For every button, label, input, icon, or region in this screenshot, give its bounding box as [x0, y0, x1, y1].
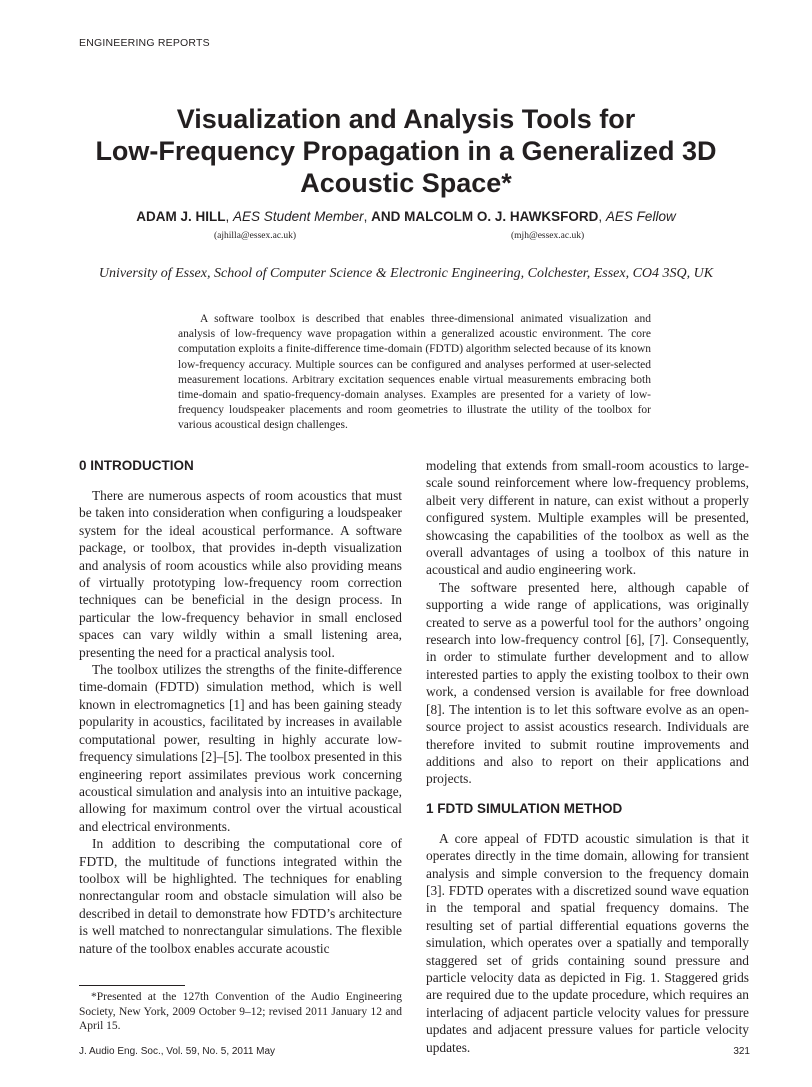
right-column	[426, 457, 749, 1056]
left-column	[79, 457, 402, 957]
intro-paragraph-4: The software presented here, although capable of supporting a wide range of applications, was originally created to serve as a powerful tool for the authors’ ongoing research into low-frequency control [6], [7]. Consequently, in order to stimulate further development and to allow interested parties to apply the existing toolbox to their own work, a condensed version is available for free download [8]. The intention is to let this software evolve as an open-source project to assist acoustics research. Individuals are therefore invited to submit routine improvements and additions and also to report on their applications and projects.	[426, 579, 749, 787]
page-number: 321	[733, 1046, 750, 1057]
section-heading-fdtd: 1 FDTD SIMULATION METHOD	[426, 800, 623, 816]
intro-paragraph-1: There are numerous aspects of room acoustics that must be taken into consideration when configuring a loudspeaker system for the ideal acoustical performance. A software package, or toolbox, that provides in-depth visualization and analysis of room acoustics while also providing means of virtually prototyping low-frequency room correction techniques can be beneficial in the design process. In particular the low-frequency behavior in small enclosed spaces can vary wildly within a small listening area, presenting the need for a practical analysis tool.	[79, 488, 402, 660]
intro-paragraph-3-continued: modeling that extends from small-room acoustics to large-scale sound reinforcement where low-frequency problems, albeit very different in nature, can exist without a properly configured system. Multiple examples will be presented, showcasing the capabilities of the toolbox as well as the overall advantages of using a toolbox of this nature in acoustical and audio engineering work.	[426, 458, 749, 578]
intro-paragraph-3: In addition to describing the computational core of FDTD, the multitude of functions integrated within the toolbox will be highlighted. The techniques for enabling nonrectangular room and obstacle simulation will also be described in detail to demonstrate how FDTD’s architecture is well matched to nonrectangular simulations. The flexible nature of the toolbox enables accurate acoustic	[79, 836, 402, 956]
running-header: ENGINEERING REPORTS	[79, 37, 210, 49]
affiliation: University of Essex, School of Computer Science & Electronic Engineering, Colchester, Essex, CO4 3SQ, UK	[98, 266, 714, 281]
paper-title	[60, 103, 752, 199]
author-conjunction: AND	[371, 209, 401, 224]
author-2-name: MALCOLM O. J. HAWKSFORD	[404, 209, 599, 224]
author-1-role: AES Student Member	[233, 209, 364, 224]
author-line: ADAM J. HILL, AES Student Member, AND MALCOLM O. J. HAWKSFORD, AES Fellow	[136, 209, 676, 224]
abstract: A software toolbox is described that enables three-dimensional animated visualization and analysis of low-frequency wave propagation within a generalized acoustic environment. The core computation exploits a finite-difference time-domain (FDTD) algorithm selected because of its known low-frequency accuracy. Multiple sources can be configured and analyses performed at user-selected measurement locations. Arbitrary excitation sequences enable virtual measurements embracing both time-domain and spatio-frequency-domain analyses. Examples are presented for a variety of low-frequency loudspeaker placements and room geometries to illustrate the utility of the toolbox for various acoustical design challenges.	[178, 313, 651, 432]
author-2-role: AES Fellow	[605, 209, 676, 224]
author-1-email: (ajhilla@essex.ac.uk)	[214, 231, 297, 241]
title-line-2: Low-Frequency Propagation in a Generalized 3D	[95, 136, 717, 166]
fdtd-paragraph-1: A core appeal of FDTD acoustic simulation is that it operates directly in the time domain, allowing for transient analysis and simple conversion to the frequency domain [3]. FDTD operates with a discretized sound wave equation in the temporal and spatial frequency domains. The resulting set of partial differential equations governs the simulation, which operates over a spatially and temporally staggered set of grids containing sound pressure and particle velocity data as depicted in Fig. 1. Staggered grids are required due to the update procedure, which requires an interlacing of adjacent particle velocity values for pressure updates and adjacent pressure values for particle velocity updates.	[426, 830, 749, 1055]
footnote: *Presented at the 127th Convention of the Audio Engineering Society, New York, 2009 October 9–12; revised 2011 January 12 and April 15.	[79, 991, 402, 1032]
section-heading-introduction: 0 INTRODUCTION	[79, 458, 194, 473]
journal-citation: J. Audio Eng. Soc., Vol. 59, No. 5, 2011 May	[79, 1046, 276, 1057]
author-2-email: (mjh@essex.ac.uk)	[511, 231, 585, 241]
author-1-name: ADAM J. HILL	[136, 209, 226, 224]
footnote-rule	[79, 985, 185, 986]
intro-paragraph-2: The toolbox utilizes the strengths of the finite-difference time-domain (FDTD) simulation method, which is well known in electromagnetics [1] and has been gaining steady popularity in acoustics, facilitated by increases in available computational power, resulting in highly accurate low-frequency simulations [2]–[5]. The toolbox presented in this engineering report assimilates previous work concerning acoustical simulation and analysis into an intuitive package, allowing for maximum control over the virtual acoustical and electrical environments.	[79, 662, 402, 834]
title-line-1: Visualization and Analysis Tools for	[176, 104, 636, 134]
title-line-3: Acoustic Space*	[300, 168, 512, 198]
